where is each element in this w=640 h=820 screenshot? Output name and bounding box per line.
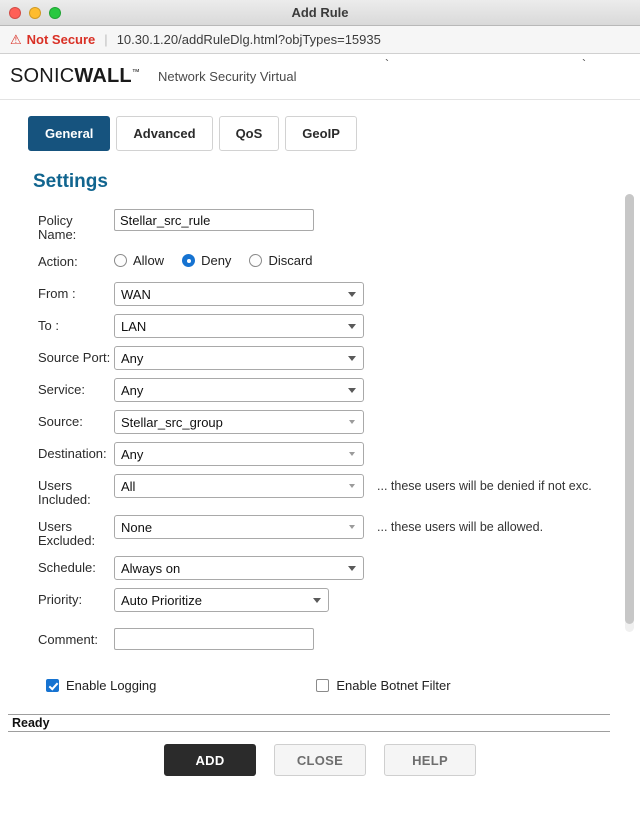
to-value: LAN xyxy=(121,318,147,334)
to-select[interactable] xyxy=(114,314,364,338)
users-included-select[interactable] xyxy=(114,474,364,498)
service-select[interactable] xyxy=(114,378,364,402)
users-included-label: Users Included: xyxy=(38,478,91,507)
warning-triangle-icon: ⚠ xyxy=(10,32,22,47)
row-to xyxy=(38,314,640,338)
radio-deny[interactable] xyxy=(182,253,231,268)
trademark-icon: ™ xyxy=(131,67,140,77)
row-from xyxy=(38,282,640,306)
source-port-value: Any xyxy=(121,350,144,366)
priority-value: Auto Prioritize xyxy=(121,592,202,608)
destination-select[interactable] xyxy=(114,442,364,466)
policy-name-input[interactable] xyxy=(114,209,314,231)
address-separator: | xyxy=(104,32,108,47)
tab-bar xyxy=(0,100,640,151)
users-excluded-value: None xyxy=(121,519,153,535)
source-select[interactable] xyxy=(114,410,364,434)
section-title: Settings xyxy=(33,171,108,192)
tick-mark-source-port: ` xyxy=(385,57,389,71)
chevron-down-icon xyxy=(348,388,356,393)
chevron-down-icon xyxy=(349,484,355,488)
tab-qos[interactable]: QoS xyxy=(219,116,280,151)
from-value: WAN xyxy=(121,286,151,302)
users-excluded-label: Users Excluded: xyxy=(38,519,96,548)
row-schedule xyxy=(38,556,640,580)
checkbox-unchecked-icon[interactable] xyxy=(316,679,329,692)
source-port-label: Source Port: xyxy=(38,350,111,365)
users-included-hint: ... these users will be denied if not exc. xyxy=(377,479,592,493)
tick-mark-users-excluded: ` xyxy=(582,57,586,71)
radio-allow[interactable] xyxy=(114,253,164,268)
brand-header xyxy=(0,54,640,100)
source-port-select[interactable] xyxy=(114,346,364,370)
priority-label: Priority: xyxy=(38,592,83,607)
priority-select[interactable] xyxy=(114,588,329,612)
action-label: Action: xyxy=(38,254,78,269)
row-destination xyxy=(38,442,640,466)
chevron-down-icon xyxy=(348,356,356,361)
enable-botnet-filter-label: Enable Botnet Filter xyxy=(336,678,451,693)
enable-logging-checkbox[interactable] xyxy=(46,678,156,693)
radio-allow-label: Allow xyxy=(133,253,165,268)
help-button[interactable]: HELP xyxy=(384,744,476,776)
row-source xyxy=(38,410,640,434)
comment-input[interactable] xyxy=(114,628,314,650)
address-url-text[interactable]: 10.30.1.20/addRuleDlg.html?objTypes=15935 xyxy=(116,32,381,47)
row-action xyxy=(38,250,640,274)
destination-value: Any xyxy=(121,446,144,462)
page-body xyxy=(0,54,640,820)
radio-deny-label: Deny xyxy=(201,253,232,268)
row-service xyxy=(38,378,640,402)
service-value: Any xyxy=(121,382,144,398)
enable-logging-label: Enable Logging xyxy=(66,678,157,693)
schedule-select[interactable] xyxy=(114,556,364,580)
radio-discard[interactable] xyxy=(249,253,312,268)
users-excluded-select[interactable] xyxy=(114,515,364,539)
close-button[interactable]: CLOSE xyxy=(274,744,366,776)
policy-name-control xyxy=(114,209,314,231)
tab-geoip[interactable]: GeoIP xyxy=(285,116,357,151)
window-controls[interactable] xyxy=(9,7,61,19)
chevron-down-icon xyxy=(349,420,355,424)
chevron-down-icon xyxy=(349,452,355,456)
schedule-label: Schedule: xyxy=(38,560,96,575)
browser-address-bar[interactable] xyxy=(0,26,640,54)
logo-text-pre: SONIC xyxy=(10,65,75,87)
vertical-scrollbar-thumb[interactable] xyxy=(625,194,634,624)
checkbox-row xyxy=(38,660,640,693)
radio-discard-icon[interactable] xyxy=(249,254,262,267)
to-label: To : xyxy=(38,318,59,333)
comment-control xyxy=(114,628,314,650)
status-bar: Ready xyxy=(8,714,610,732)
from-label: From : xyxy=(38,286,76,301)
schedule-value: Always on xyxy=(121,560,181,576)
comment-label: Comment: xyxy=(38,632,98,647)
users-excluded-hint: ... these users will be allowed. xyxy=(377,520,544,534)
from-select[interactable] xyxy=(114,282,364,306)
vertical-scrollbar-track[interactable] xyxy=(625,194,634,632)
source-value: Stellar_src_group xyxy=(121,414,223,430)
chevron-down-icon xyxy=(348,566,356,571)
row-policy-name xyxy=(38,209,640,242)
enable-botnet-filter-checkbox[interactable] xyxy=(316,678,450,693)
destination-label: Destination: xyxy=(38,446,107,461)
service-label: Service: xyxy=(38,382,85,397)
chevron-down-icon xyxy=(348,324,356,329)
product-subtitle: Network Security Virtual xyxy=(158,69,297,84)
source-label: Source: xyxy=(38,414,83,429)
users-included-value: All xyxy=(121,478,136,494)
tab-general[interactable]: General xyxy=(28,116,110,151)
checkbox-checked-icon[interactable] xyxy=(46,679,59,692)
row-comment xyxy=(38,628,640,652)
chevron-down-icon xyxy=(349,525,355,529)
sonicwall-logo xyxy=(10,65,140,88)
close-window-button[interactable] xyxy=(9,7,21,19)
add-button[interactable]: ADD xyxy=(164,744,256,776)
minimize-window-button[interactable] xyxy=(29,7,41,19)
chevron-down-icon xyxy=(313,598,321,603)
policy-name-label: Policy Name: xyxy=(38,213,77,242)
window-title: Add Rule xyxy=(291,5,349,20)
dialog-button-row xyxy=(0,744,640,776)
zoom-window-button[interactable] xyxy=(49,7,61,19)
row-users-included xyxy=(38,474,640,507)
logo-text-bold: WALL xyxy=(74,65,132,87)
security-status-label: Not Secure xyxy=(26,32,96,47)
radio-allow-icon[interactable] xyxy=(114,254,127,267)
window-titlebar xyxy=(0,0,640,26)
radio-deny-icon[interactable] xyxy=(182,254,195,267)
action-radio-group xyxy=(114,250,313,268)
row-priority xyxy=(38,588,640,612)
tab-advanced[interactable]: Advanced xyxy=(116,116,212,151)
radio-discard-label: Discard xyxy=(268,253,313,268)
chevron-down-icon xyxy=(348,292,356,297)
